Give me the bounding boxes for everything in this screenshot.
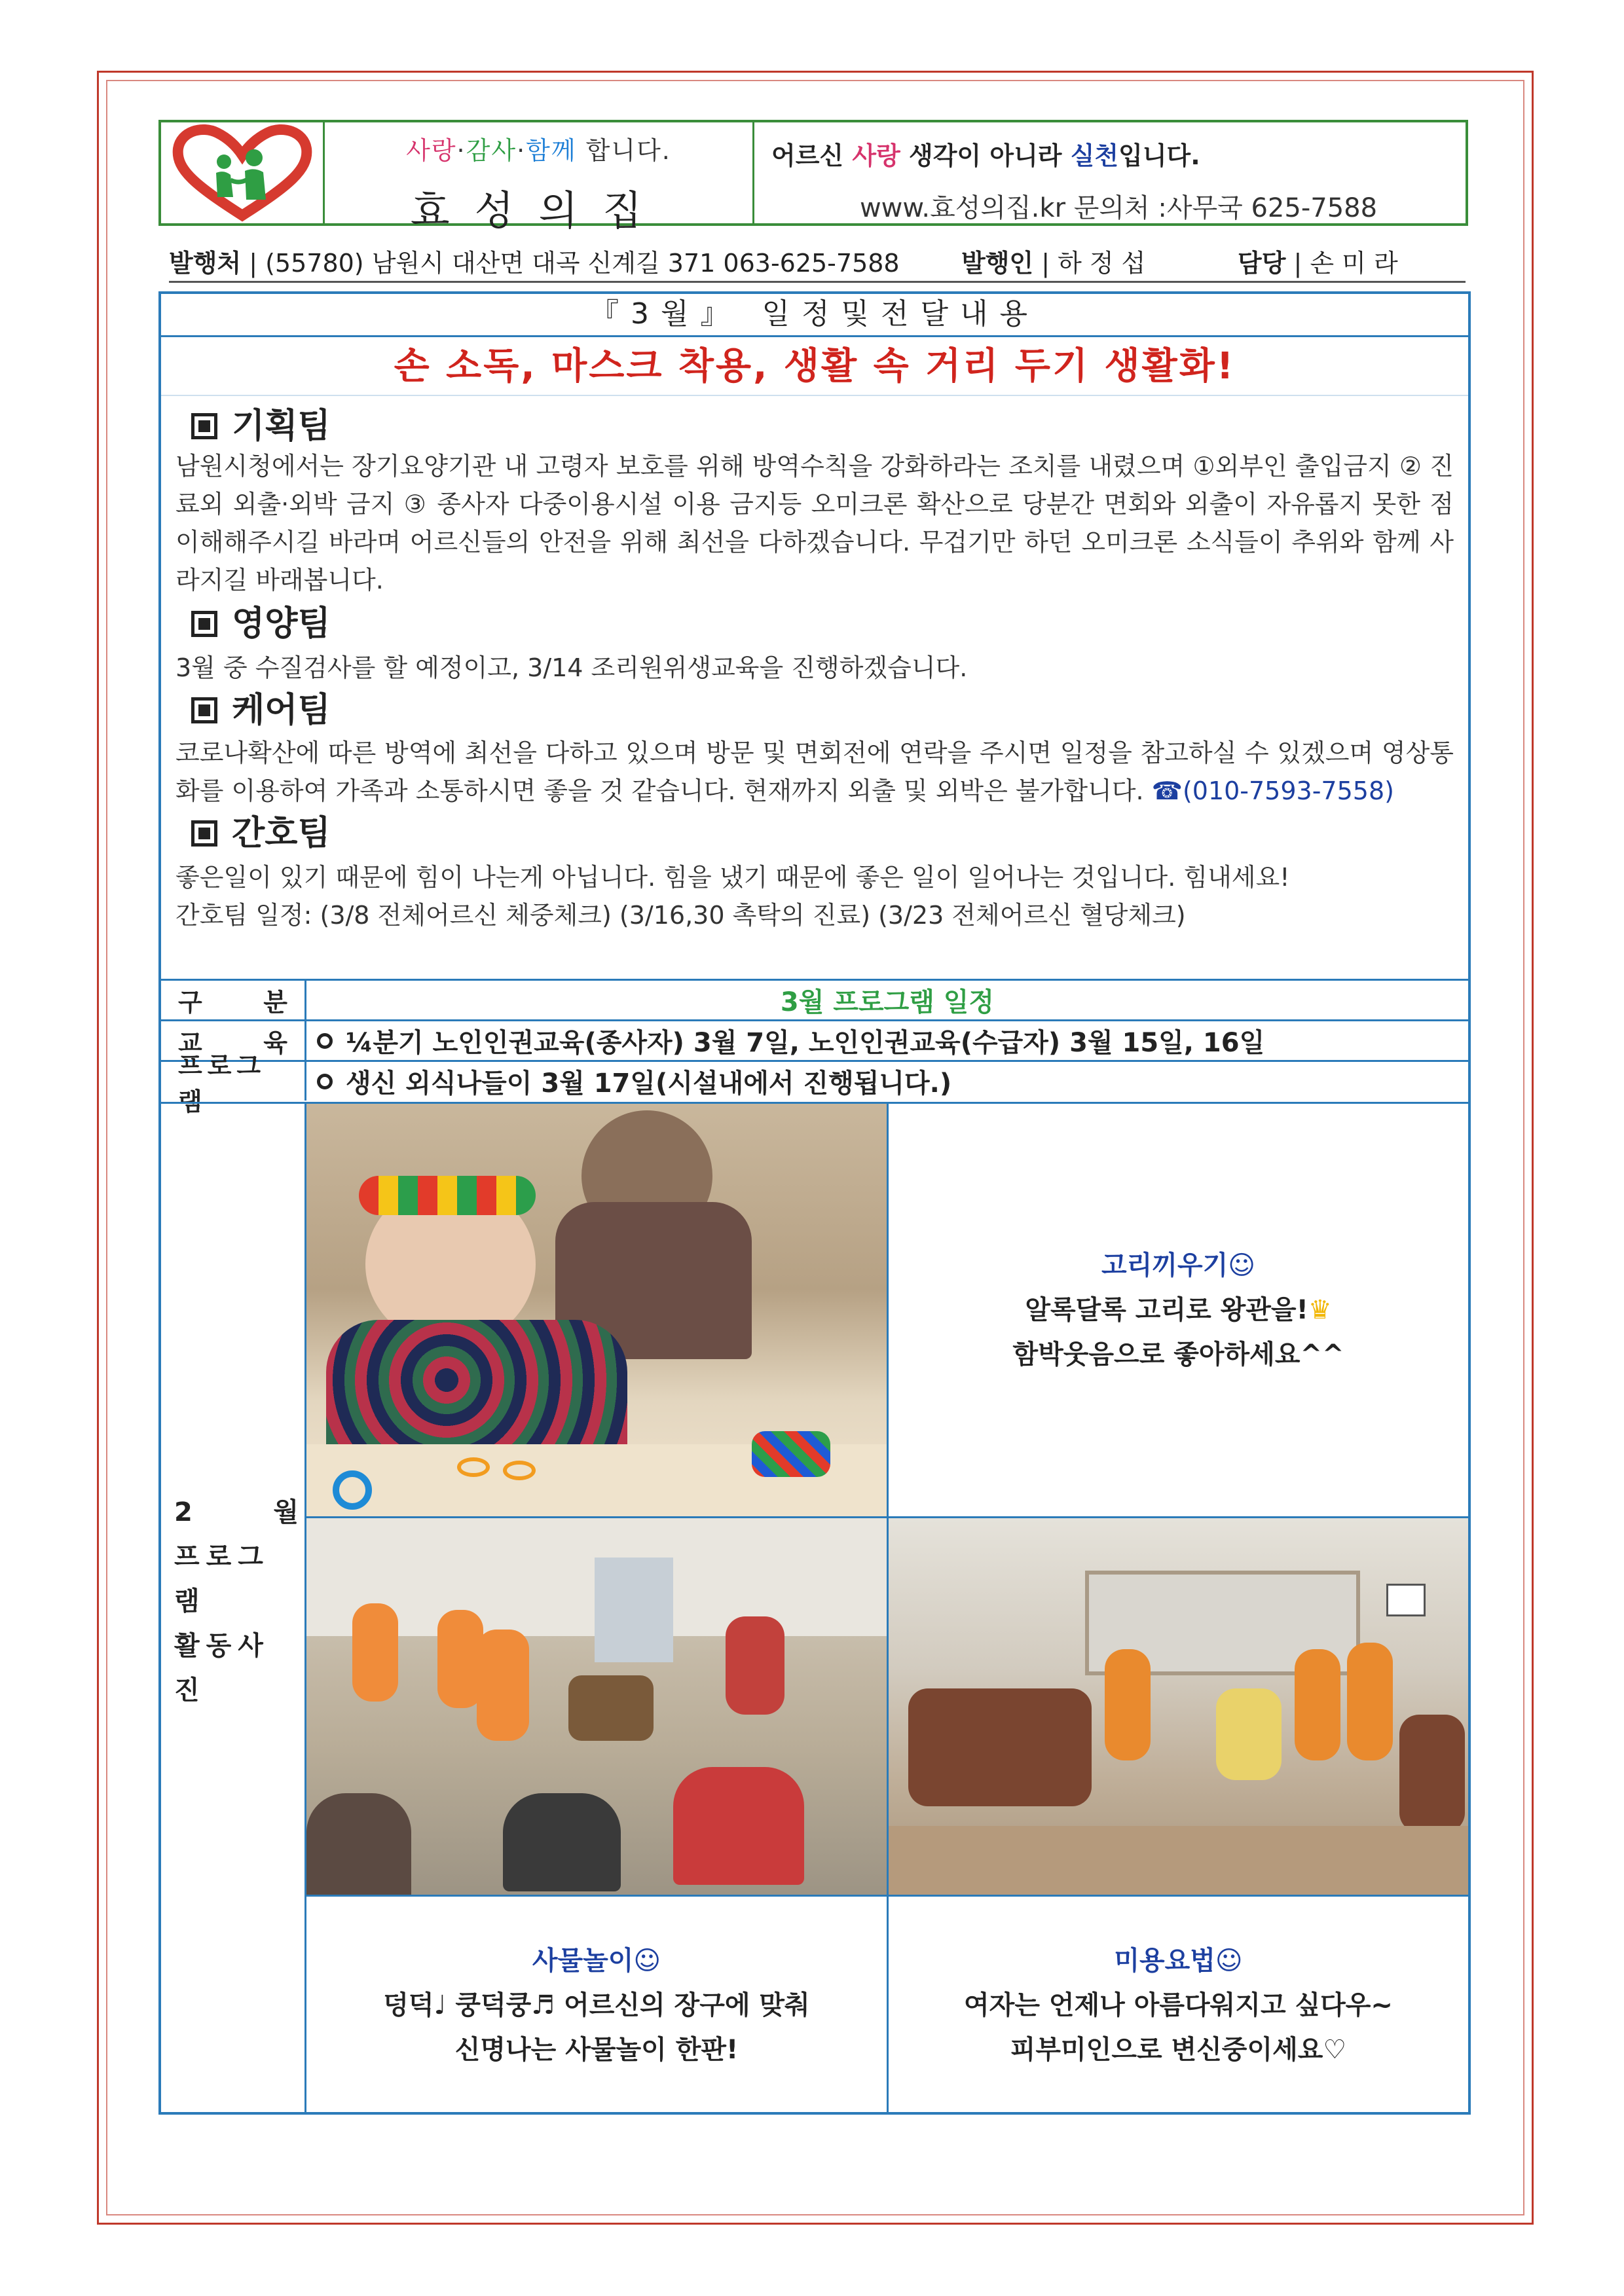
table-header-row — [161, 979, 1468, 1019]
photo-ring — [503, 1461, 536, 1480]
caption-samulnori — [306, 1897, 889, 2114]
photo-figure — [352, 1603, 398, 1702]
caption-line — [1025, 1288, 1331, 1332]
photo-beauty-care — [889, 1518, 1468, 1897]
photo-flag — [1386, 1584, 1426, 1616]
slogan-love: 사랑 — [406, 136, 457, 165]
slogan-end: 합니다. — [576, 136, 671, 165]
photo-grid — [306, 1104, 1468, 2112]
slogan-thanks: 감사 — [466, 136, 517, 165]
row-text: ¼분기 노인인권교육(종사자) 3월 7일, 노인인권교육(수급자) 3월 15일, 16일 — [346, 1028, 1265, 1058]
team-title — [191, 603, 1454, 645]
heart-logo-icon — [170, 124, 314, 222]
photo-ring — [333, 1470, 372, 1510]
table-header-title: 3월 프로그램 일정 — [780, 987, 995, 1017]
photo-label-text — [174, 1490, 299, 1713]
photo-sofa — [1399, 1715, 1465, 1832]
publisher — [169, 243, 961, 279]
slogan-sep: · — [517, 136, 526, 165]
caption-line: 신명나는 사물놀이 한판! — [454, 2035, 739, 2065]
crown-icon: ♛ — [1308, 1295, 1332, 1325]
circle-bullet-icon — [317, 1074, 333, 1089]
org-name: 효성의집 — [410, 187, 667, 234]
photo-figure — [1105, 1649, 1151, 1760]
label-month-unit: 월 — [273, 1497, 299, 1527]
team-body-text: 코로나확산에 따른 방역에 최선을 다하고 있으며 방문 및 면회전에 연락을 주시면 일정을 참고하실 수 있겠으며 영상통화를 이용하여 가족과 소통하시면 좋을 것 같습니다. 현재까지 외출 및 외박은 불가합니다. — [175, 738, 1454, 805]
caption-text: 알록달록 고리로 왕관을! — [1025, 1295, 1308, 1325]
publisher-value: | (55780) 남원시 대산면 대곡 신계길 371 063-625-7588 — [241, 249, 900, 278]
photo-image — [306, 1104, 887, 1516]
photo-image — [889, 1518, 1468, 1895]
photo-figure — [477, 1630, 529, 1741]
caption-title: 미용요법☺ — [1114, 1946, 1243, 1976]
photo-figure — [673, 1767, 804, 1885]
team-nursing — [161, 812, 1468, 934]
caption-ring-crafts — [889, 1104, 1468, 1518]
contact-info: www.효성의집.kr 문의처 :사무국 625-7588 — [859, 193, 1378, 223]
photo-door — [595, 1558, 673, 1662]
photo-crown — [359, 1176, 536, 1215]
slogan — [325, 130, 752, 166]
label-month-number: 2 — [174, 1497, 193, 1527]
label-line: 활동사진 — [174, 1631, 270, 1705]
caption-beauty-care — [889, 1897, 1468, 2114]
motto-block — [754, 122, 1466, 223]
manager-value: | 손 미 라 — [1285, 249, 1398, 278]
row-label: 교 — [178, 1029, 202, 1057]
square-bullet-icon — [191, 413, 217, 439]
phone-number: ☎(010-7593-7558) — [1151, 776, 1394, 805]
team-planning — [161, 405, 1468, 599]
issuer-label: 발행인 — [961, 249, 1034, 278]
circle-bullet-icon — [317, 1033, 333, 1049]
newsletter-header — [158, 120, 1468, 234]
program-schedule-table — [161, 979, 1468, 1116]
photo-samulnori — [306, 1518, 889, 1897]
row-text: 생신 외식나들이 3월 17일(시설내에서 진행됩니다.) — [346, 1068, 952, 1099]
square-bullet-icon — [191, 697, 217, 723]
team-title-text: 영양팀 — [232, 604, 331, 644]
photo-figure — [726, 1616, 784, 1715]
photo-figure — [503, 1793, 621, 1891]
caption-title: 고리끼우기☺ — [1101, 1250, 1255, 1281]
team-body — [175, 734, 1454, 810]
main-content — [158, 291, 1471, 2115]
table-row — [161, 1019, 1468, 1060]
issuer-value: | 하 정 섭 — [1033, 249, 1146, 278]
table-cell — [306, 1062, 1468, 1101]
square-bullet-icon — [191, 611, 217, 637]
team-title-text: 간호팀 — [232, 814, 331, 853]
caption-line: 피부미인으로 변신중이세요♡ — [1010, 2035, 1347, 2065]
photo-ring — [457, 1457, 490, 1477]
org-name-block — [325, 122, 754, 234]
manager — [1238, 243, 1466, 279]
row-label: 육 — [263, 1029, 287, 1057]
header-label: 구 — [178, 988, 202, 1017]
motto-practice: 실천 — [1070, 141, 1119, 170]
schedule-heading: 『3월』 일정및전달내용 — [161, 294, 1468, 337]
square-bullet-icon — [191, 820, 217, 847]
photo-drum — [568, 1675, 654, 1741]
photo-figure — [1295, 1649, 1340, 1760]
photo-figure — [306, 1793, 411, 1897]
caption-line: 덩덕♩ 쿵덕쿵♬ 어르신의 장구에 맞춰 — [383, 1990, 810, 2020]
table-cell — [161, 981, 306, 1019]
motto-text: 어르신 — [771, 141, 853, 170]
team-title-text: 기획팀 — [232, 407, 331, 446]
team-body: 남원시청에서는 장기요양기관 내 고령자 보호를 위해 방역수칙을 강화하라는 조치를 내렸으며 ①외부인 출입금지 ② 진료외 외출·외박 금지 ③ 종사자 다중이용시설 이용 금지등 오미크론 확산으로 당분간 면회와 외출이 자유롭지 못한 점 이해해주시길 바라며 어르신들의 안전을 위해 최선을 다하겠습니다. 무겁기만 하던 오미크론 소식들이 추위와 함께 사라지길 바래봅니다. — [175, 452, 1454, 594]
table-row — [161, 1051, 1468, 1116]
team-body: 좋은일이 있기 때문에 힘이 나는게 아닙니다. 힘을 냈기 때문에 좋은 일이 일어나는 것입니다. 힘내세요! — [175, 863, 1290, 892]
activity-photos — [161, 1102, 1468, 2112]
issuer — [961, 243, 1238, 279]
team-title-text: 케어팀 — [232, 691, 331, 730]
publisher-label: 발행처 — [169, 249, 242, 278]
photo-figure — [1216, 1688, 1282, 1780]
motto-love: 사랑 — [852, 141, 900, 170]
label-line: 프로그램 — [174, 1542, 270, 1616]
team-title — [191, 812, 1454, 854]
manager-label: 담당 — [1238, 249, 1286, 278]
team-nutrition — [161, 603, 1468, 687]
slogan-together: 함께 — [526, 136, 577, 165]
photo-figure — [1347, 1643, 1393, 1760]
caption-line: 함박웃음으로 좋아하세요^^ — [1012, 1339, 1344, 1370]
caption-title: 사물놀이☺ — [532, 1946, 661, 1976]
label-line — [174, 1490, 299, 1535]
header-label: 분 — [263, 988, 287, 1017]
row-label: 프로그램 — [178, 1051, 267, 1116]
motto-text: 생각이 아니라 — [900, 141, 1071, 170]
motto-text: 입니다. — [1118, 141, 1200, 170]
motto — [771, 136, 1466, 172]
photo-ring — [752, 1431, 830, 1477]
publisher-info — [169, 241, 1466, 283]
team-title — [191, 689, 1454, 731]
photo-floor — [889, 1826, 1468, 1897]
photo-image — [306, 1518, 887, 1895]
photo-sofa — [908, 1688, 1092, 1806]
headline: 손 소독, 마스크 착용, 생활 속 거리 두기 생활화! — [161, 337, 1468, 396]
table-cell — [161, 1051, 306, 1116]
team-body: 3월 중 수질검사를 할 예정이고, 3/14 조리원위생교육을 진행하겠습니다. — [175, 653, 968, 682]
logo — [161, 122, 325, 223]
photo-section-label — [161, 1104, 306, 2112]
nursing-schedule: 간호팀 일정: (3/8 전체어르신 체중체크) (3/16,30 촉탁의 진료) (3/23 전체어르신 혈당체크) — [175, 901, 1186, 930]
team-title — [191, 405, 1454, 447]
photo-ring-crafts — [306, 1104, 889, 1518]
caption-line: 여자는 언제나 아름다워지고 싶다우~ — [964, 1990, 1393, 2020]
slogan-sep: · — [456, 136, 466, 165]
table-cell — [306, 1021, 1468, 1060]
team-care — [161, 689, 1468, 810]
